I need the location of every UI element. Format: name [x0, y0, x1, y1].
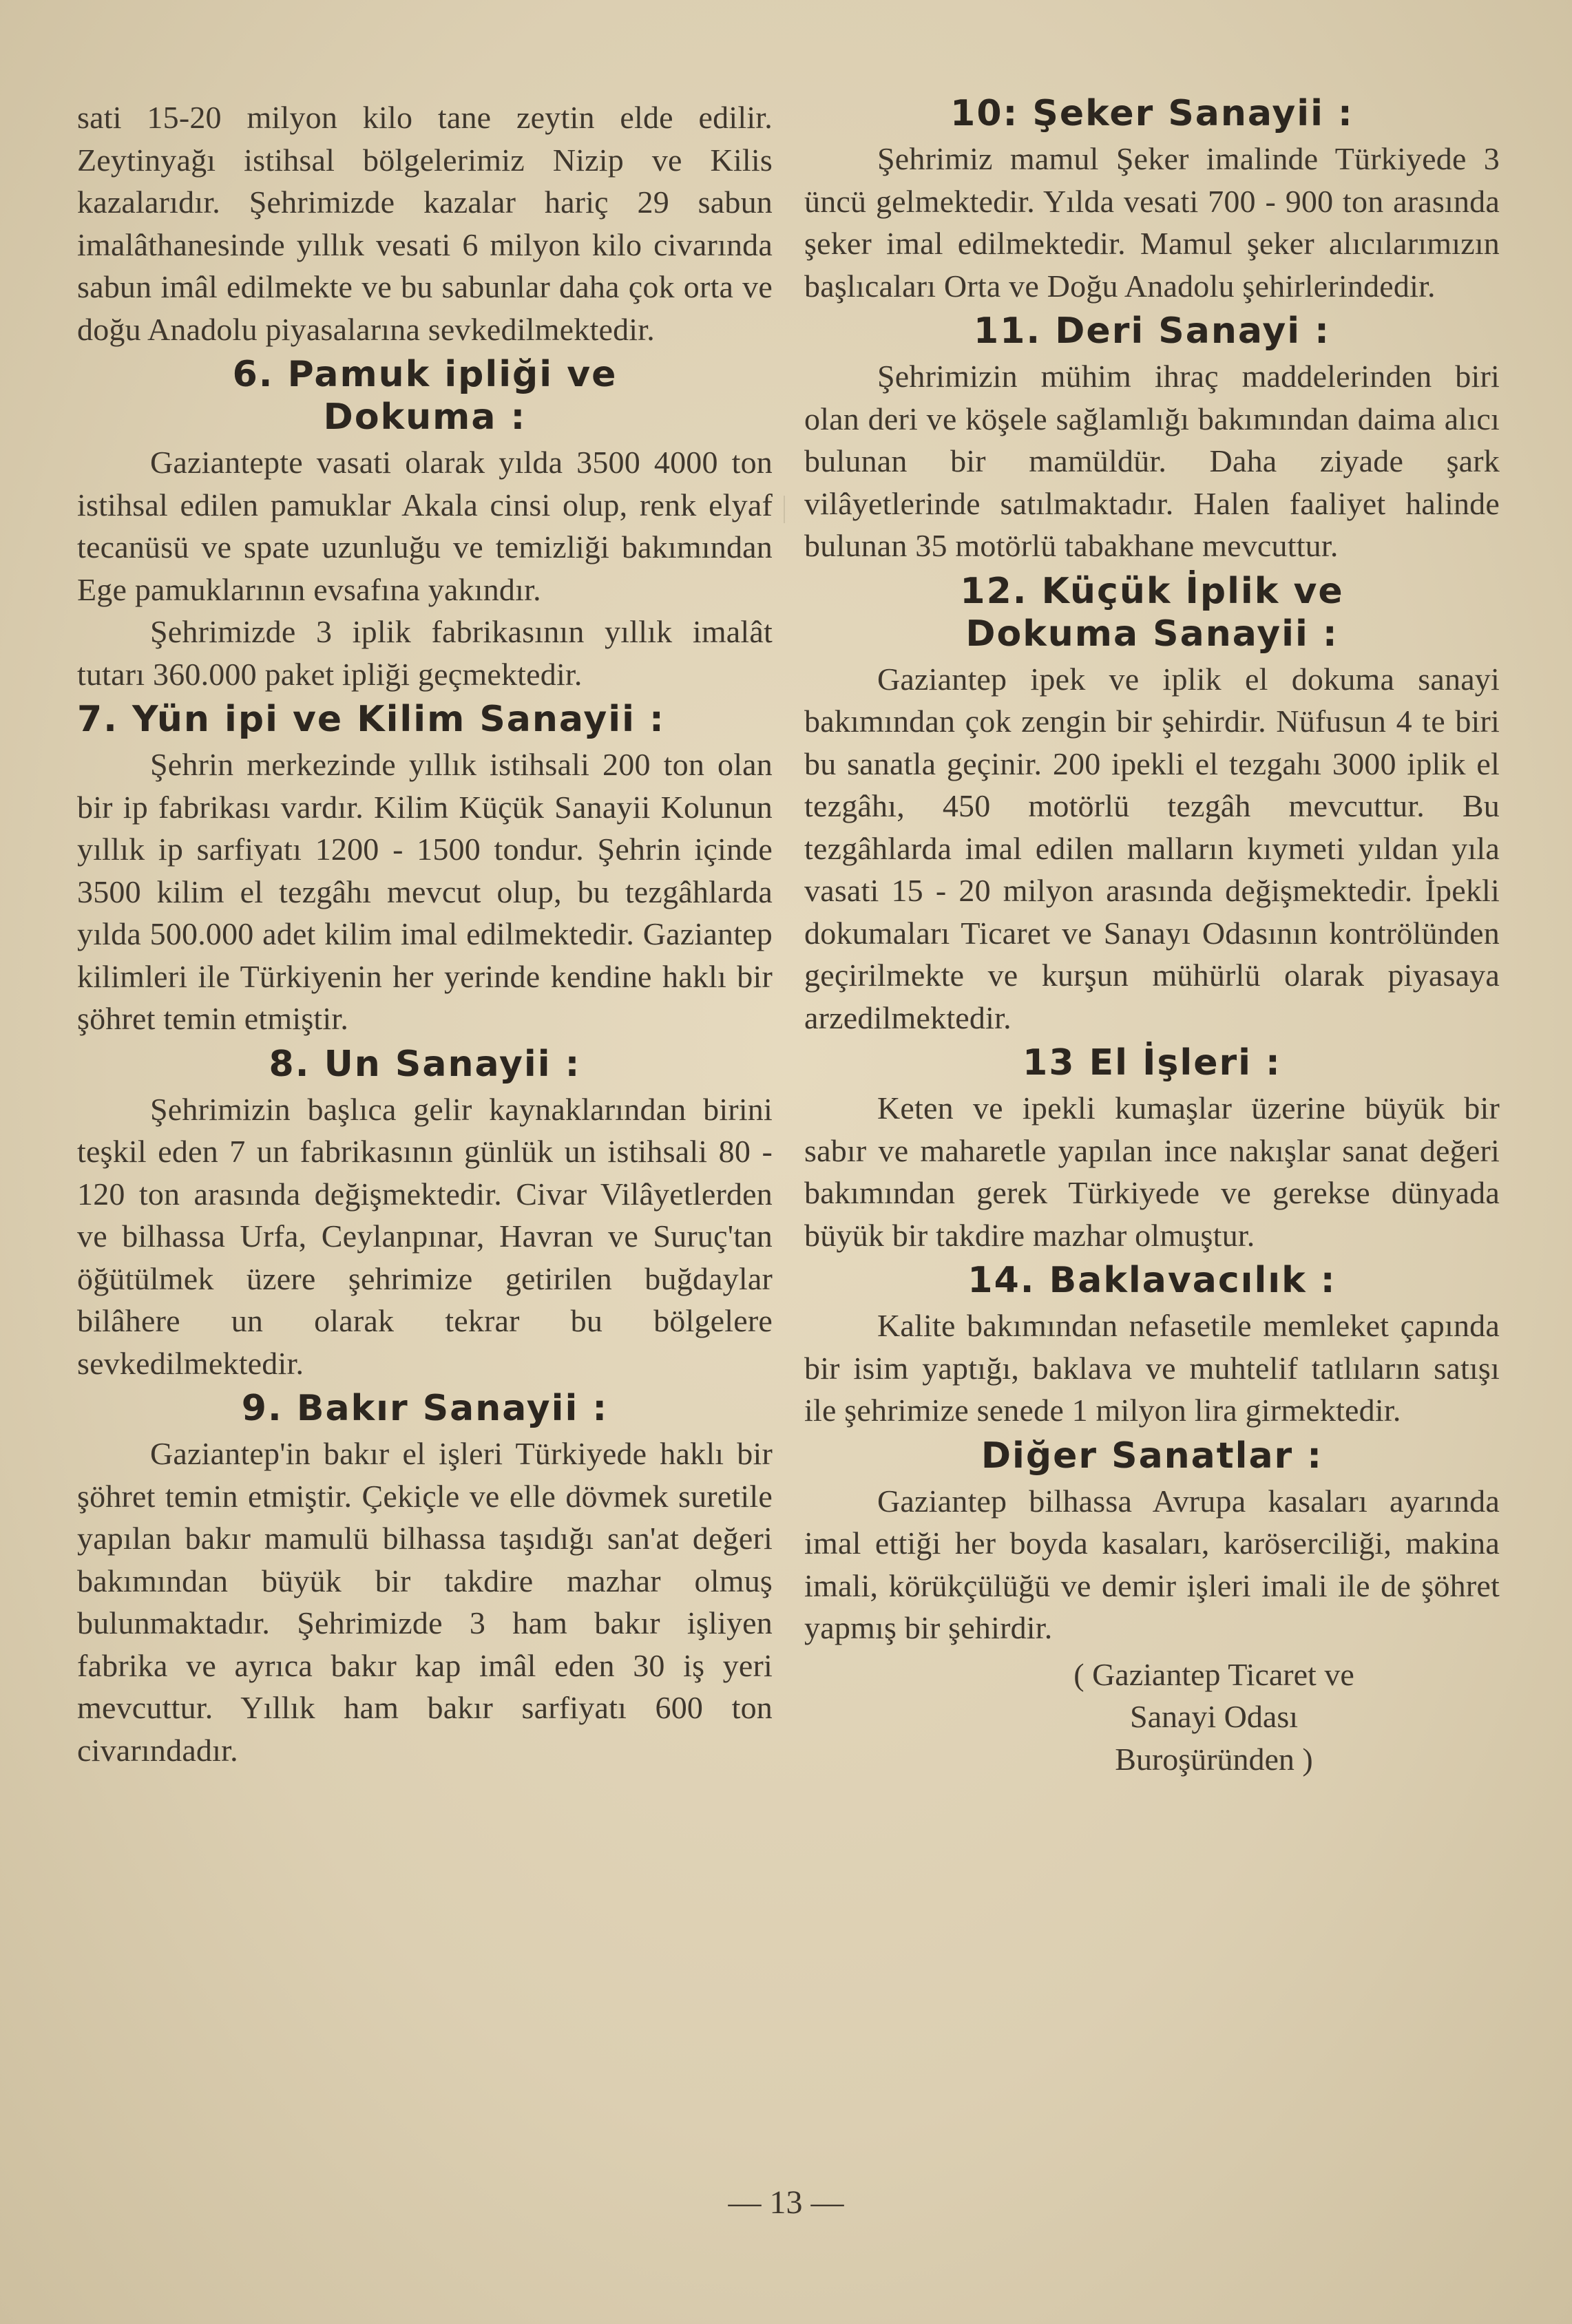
section-11-paragraph: Şehrimizin mühim ihraç maddelerinden biri olan deri ve köşele sağlamlığı bakımından daima alıcı bulunan bir mamüldür. Daha ziyade şark vilâyetlerinde satılmaktadır. Halen faaliyet halinde bulunan 35 motörlü tabakhane mevcuttur. [804, 359, 1500, 563]
section-7-paragraph: Şehrin merkezinde yıllık istihsali 200 ton olan bir ip fabrikası vardır. Kilim Küçük Sanayii Kolunun yıllık ip sarfiyatı 1200 - 1500 tondur. Şehrin içinde 3500 kilim el tezgâhı mevcut olup, bu tezgâhlarda yılda 500.000 adet kilim imal edilmektedir. Gaziantep kilimleri ile Türkiyenin her yerinde kendine haklı bir şöhret temin etmiştir. [77, 747, 773, 1036]
section-11-heading: 11. Deri Sanayi : [974, 310, 1330, 352]
left-column [77, 96, 773, 1771]
section-9-heading: 9. Bakır Sanayii : [241, 1388, 609, 1429]
section-7-heading: 7. Yün ipi ve Kilim Sanayii : [77, 699, 665, 740]
other-crafts-paragraph: Gaziantep bilhassa Avrupa kasaları ayarında imal ettiği her boyda kasaları, karöserciliği, makina imali, körükçülüğü ve demir işleri imali ile de şöhret yapmış bir şehirdir. [804, 1483, 1500, 1645]
section-8-paragraph: Şehrimizin başlıca gelir kaynaklarından birini teşkil eden 7 un fabrikasının günlük un istihsali 80 - 120 ton arasında değişmektedir. Civar Vilâyetlerden ve bilhassa Urfa, Ceylanpınar, Havran ve Suruç'tan öğütülmek üzere şehrimize getirilen buğdaylar bilâhere un olarak tekrar bu bölgelere sevkedilmektedir. [77, 1091, 773, 1381]
section-13-paragraph: Keten ve ipekli kumaşlar üzerine büyük bir sabır ve maharetle yapılan ince nakışlar sanat değeri bakımından gerek Türkiyede ve gerekse dünyada büyük bir takdire mazhar olmuştur. [804, 1090, 1500, 1253]
right-column [804, 89, 1500, 1780]
section-6-heading: 6. Pamuk ipliği ve Dokuma : [232, 354, 618, 438]
section-6-paragraph-1: Gaziantepte vasati olarak yılda 3500 4000 ton istihsal edilen pamuklar Akala cinsi olup, renk elyaf tecanüsü ve spate uzunluğu ve temizliği bakımından Ege pamuklarının evsafına yakındır. [77, 445, 773, 607]
section-10-heading: 10: Şeker Sanayii : [950, 93, 1354, 134]
intro-paragraph: sati 15-20 milyon kilo tane zeytin elde edilir. Zeytinyağı istihsal bölgelerimiz Nizip ve Kilis kazalarıdır. Şehrimizde kazalar hariç 29 sabun imalâthanesinde yıllık vesati 6 milyon kilo civarında sabun imâl edilmekte ve bu sabunlar daha çok orta ve doğu Anadolu piyasalarına sevkedilmektedir. [77, 100, 773, 347]
source-line-2: Sanayi Odası [1129, 1699, 1298, 1734]
column-divider-mark [784, 496, 785, 523]
section-9-paragraph: Gaziantep'in bakır el işleri Türkiyede haklı bir şöhret temin etmiştir. Çekiçle ve elle dövmek suretile yapılan bakır mamulü bilhassa taşıdığı san'at değeri bakımından büyük bir takdire mazhar olmuş bulunmaktadır. Şehrimizde 3 ham bakır işliyen fabrika ve ayrıca bakır kap imâl eden 30 iş yeri mevcuttur. Yıllık ham bakır sarfiyatı 600 ton civarındadır. [77, 1436, 773, 1768]
section-12-paragraph: Gaziantep ipek ve iplik el dokuma sanayi bakımından çok zengin bir şehirdir. Nüfusun 4 te biri bu sanatla geçinir. 200 ipekli el tezgahı 3000 iplik el tezgâhı, 450 motörlü tezgâh mevcuttur. Bu tezgâhlarda imal edilen malların kıymeti yıldan yıla vasati 15 - 20 milyon arasında değişmektedir. İpekli dokumaları Ticaret ve Sanayı Odasının kontrölünden geçirilmekte ve kurşun mühürlü olarak piyasaya arzedilmektedir. [804, 661, 1500, 1035]
source-line-1: ( Gaziantep Ticaret ve [1073, 1656, 1354, 1692]
section-12-heading: 12. Küçük İplik ve Dokuma Sanayii : [960, 570, 1344, 655]
section-14-heading: 14. Baklavacılık : [967, 1260, 1337, 1301]
section-8-heading: 8. Un Sanayii : [269, 1043, 581, 1085]
other-crafts-heading: Diğer Sanatlar : [981, 1435, 1323, 1477]
source-line-3: Buroşüründen ) [1115, 1741, 1313, 1777]
section-10-paragraph: Şehrimiz mamul Şeker imalinde Türkiyede 3 üncü gelmektedir. Yılda vesati 700 - 900 ton arasında şeker imal edilmektedir. Mamul şeker alıcılarımızın başlıcaları Orta ve Doğu Anadolu şehirlerindedir. [804, 141, 1500, 304]
source-attribution [804, 1654, 1500, 1781]
section-14-paragraph: Kalite bakımından nefasetile memleket çapında bir isim yaptığı, baklava ve muhtelif tatlıların satışı ile şehrimize senede 1 milyon lira girmektedir. [804, 1308, 1500, 1428]
page-number: — 13 — [728, 2184, 844, 2221]
section-6-paragraph-2: Şehrimizde 3 iplik fabrikasının yıllık imalât tutarı 360.000 paket ipliği geçmektedir. [77, 614, 773, 692]
section-13-heading: 13 El İşleri : [1023, 1042, 1281, 1084]
